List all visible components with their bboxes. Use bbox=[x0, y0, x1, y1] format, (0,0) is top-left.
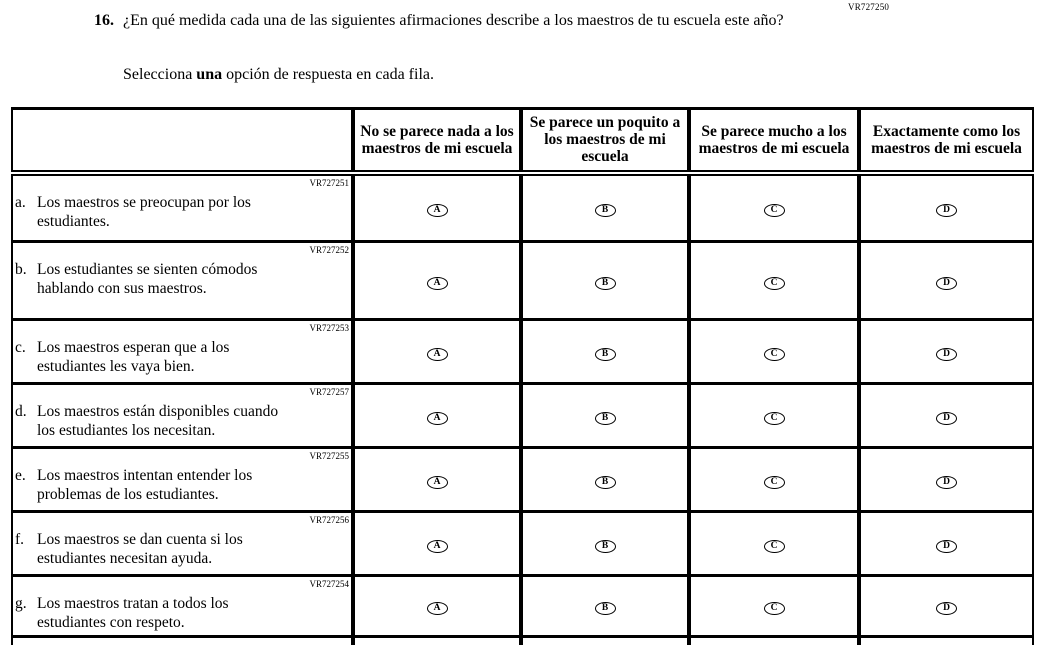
table-row bbox=[12, 173, 1033, 242]
statement-cell bbox=[12, 384, 353, 448]
option-bubble-a[interactable]: A bbox=[427, 602, 448, 615]
row-vr-code: VR727252 bbox=[309, 245, 349, 255]
statement-cell bbox=[12, 320, 353, 384]
option-bubble-c[interactable]: C bbox=[764, 204, 785, 217]
option-bubble-c[interactable]: C bbox=[764, 277, 785, 290]
option-bubble-d[interactable]: D bbox=[936, 540, 957, 553]
row-vr-code: VR727256 bbox=[309, 515, 349, 525]
row-vr-code: VR727253 bbox=[309, 323, 349, 333]
table-header-row bbox=[12, 109, 1033, 173]
option-cell bbox=[859, 173, 1033, 242]
row-statement: Los maestros intentan entender los problemas de los estudiantes. bbox=[37, 467, 253, 503]
option-cell bbox=[689, 576, 859, 637]
option-bubble-d[interactable]: D bbox=[936, 412, 957, 425]
option-cell bbox=[689, 320, 859, 384]
row-statement: Los estudiantes se sienten cómodos hablando con sus maestros. bbox=[37, 261, 258, 297]
option-cell bbox=[521, 384, 689, 448]
option-cell bbox=[859, 512, 1033, 576]
option-cell bbox=[521, 576, 689, 637]
table-row bbox=[12, 512, 1033, 576]
row-letter: a. bbox=[15, 193, 26, 211]
row-vr-code: VR727257 bbox=[309, 387, 349, 397]
response-matrix-table bbox=[11, 107, 1034, 645]
statement-cell bbox=[12, 512, 353, 576]
table-row bbox=[12, 384, 1033, 448]
option-bubble-d[interactable]: D bbox=[936, 204, 957, 217]
question-text: ¿En qué medida cada una de las siguientes afirmaciones describe a los maestros de tu escuela este año? bbox=[123, 12, 784, 29]
row-vr-code: VR727254 bbox=[309, 579, 349, 589]
option-cell bbox=[521, 242, 689, 320]
option-bubble-a[interactable]: A bbox=[427, 412, 448, 425]
option-cell bbox=[689, 242, 859, 320]
table-row bbox=[12, 448, 1033, 512]
row-letter: e. bbox=[15, 467, 26, 484]
option-bubble-b[interactable]: B bbox=[595, 204, 616, 217]
option-bubble-c[interactable]: C bbox=[764, 476, 785, 489]
form-code: VR727250 bbox=[848, 2, 890, 12]
option-bubble-a[interactable]: A bbox=[427, 540, 448, 553]
option-bubble-b[interactable]: B bbox=[595, 602, 616, 615]
option-bubble-b[interactable]: B bbox=[595, 540, 616, 553]
option-bubble-c[interactable]: C bbox=[764, 348, 785, 361]
option-cell bbox=[689, 384, 859, 448]
option-bubble-b[interactable]: B bbox=[595, 277, 616, 290]
row-letter: f. bbox=[15, 531, 25, 548]
row-letter: g. bbox=[15, 595, 27, 612]
question-instruction bbox=[123, 66, 434, 84]
option-cell bbox=[353, 512, 521, 576]
option-bubble-b[interactable]: B bbox=[595, 412, 616, 425]
instruction-bold-word: una bbox=[196, 66, 223, 83]
option-cell bbox=[859, 242, 1033, 320]
option-cell bbox=[521, 448, 689, 512]
instruction-pre: Selecciona bbox=[123, 66, 197, 83]
row-statement: Los maestros tratan a todos los estudiantes con respeto. bbox=[37, 595, 229, 631]
option-bubble-b[interactable]: B bbox=[595, 348, 616, 361]
option-bubble-a[interactable]: A bbox=[427, 277, 448, 290]
option-cell bbox=[521, 173, 689, 242]
option-cell bbox=[859, 384, 1033, 448]
table-row bbox=[12, 242, 1033, 320]
statement-cell bbox=[12, 576, 353, 637]
table-row bbox=[12, 576, 1033, 637]
option-cell bbox=[521, 320, 689, 384]
option-bubble-d[interactable]: D bbox=[936, 476, 957, 489]
table-row bbox=[12, 320, 1033, 384]
option-bubble-c[interactable]: C bbox=[764, 602, 785, 615]
row-statement: Los maestros esperan que a los estudiantes les vaya bien. bbox=[37, 339, 230, 375]
corner-cell bbox=[12, 109, 353, 173]
row-vr-code: VR727251 bbox=[309, 177, 349, 188]
instruction-post: opción de respuesta en cada fila. bbox=[222, 66, 434, 83]
row-letter: c. bbox=[15, 339, 26, 356]
question-number: 16. bbox=[94, 12, 114, 29]
column-header-c: Se parece mucho a los maestros de mi escuela bbox=[689, 109, 859, 173]
row-letter: b. bbox=[15, 261, 27, 278]
option-cell bbox=[859, 576, 1033, 637]
option-bubble-d[interactable]: D bbox=[936, 277, 957, 290]
option-bubble-a[interactable]: A bbox=[427, 204, 448, 217]
option-bubble-c[interactable]: C bbox=[764, 540, 785, 553]
option-cell bbox=[353, 173, 521, 242]
row-statement: Los maestros se dan cuenta si los estudiantes necesitan ayuda. bbox=[37, 531, 243, 567]
statement-cell bbox=[12, 448, 353, 512]
table-row-partial bbox=[12, 637, 1033, 645]
column-header-a: No se parece nada a los maestros de mi escuela bbox=[353, 109, 521, 173]
option-cell bbox=[859, 320, 1033, 384]
option-cell bbox=[353, 384, 521, 448]
row-statement: Los maestros están disponibles cuando los estudiantes los necesitan. bbox=[37, 403, 279, 439]
option-bubble-a[interactable]: A bbox=[427, 348, 448, 361]
option-cell bbox=[353, 576, 521, 637]
statement-cell bbox=[12, 242, 353, 320]
row-letter: d. bbox=[15, 403, 27, 420]
option-cell bbox=[859, 448, 1033, 512]
option-cell bbox=[353, 320, 521, 384]
option-bubble-c[interactable]: C bbox=[764, 412, 785, 425]
option-cell bbox=[689, 512, 859, 576]
column-header-b: Se parece un poquito a los maestros de mi escuela bbox=[521, 109, 689, 173]
column-header-d: Exactamente como los maestros de mi escuela bbox=[859, 109, 1033, 173]
option-cell bbox=[689, 448, 859, 512]
option-cell bbox=[353, 448, 521, 512]
option-bubble-a[interactable]: A bbox=[427, 476, 448, 489]
row-statement: Los maestros se preocupan por los estudiantes. bbox=[37, 193, 251, 230]
option-bubble-d[interactable]: D bbox=[936, 348, 957, 361]
row-vr-code: VR727255 bbox=[309, 451, 349, 461]
option-cell bbox=[689, 173, 859, 242]
option-bubble-b[interactable]: B bbox=[595, 476, 616, 489]
option-bubble-d[interactable]: D bbox=[936, 602, 957, 615]
statement-cell bbox=[12, 173, 353, 242]
option-cell bbox=[353, 242, 521, 320]
question-block bbox=[94, 11, 794, 30]
option-cell bbox=[521, 512, 689, 576]
